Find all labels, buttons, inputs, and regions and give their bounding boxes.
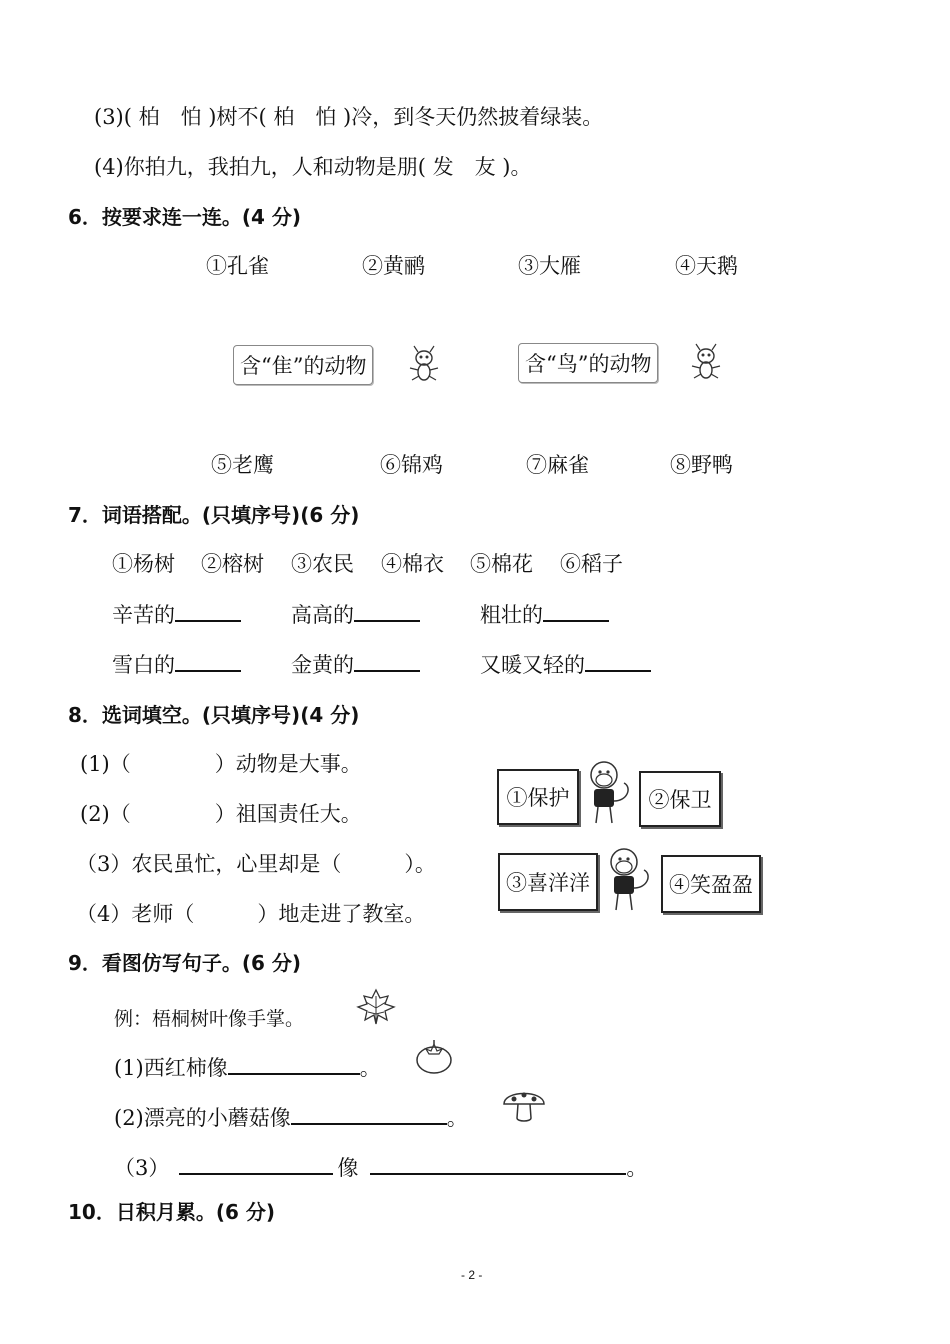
- q7-row1-item2: [291, 599, 420, 629]
- q7-option-1: ①杨树: [112, 552, 175, 576]
- q8-item-2: (2)（ ）祖国责任大。: [80, 802, 362, 826]
- q6-bottom-6: ⑥锦鸡: [380, 453, 443, 477]
- q6-box-right: 含“鸟”的动物: [518, 343, 658, 383]
- q6-bottom-8: ⑧野鸭: [670, 453, 733, 477]
- answer-blank[interactable]: [354, 652, 420, 672]
- q8-word-3: ③喜洋洋: [498, 853, 598, 911]
- q7-row2-label2: 金黄的: [291, 653, 354, 677]
- answer-blank[interactable]: [175, 602, 241, 622]
- q10-title: 10．日积月累。(6 分): [68, 1200, 275, 1224]
- page-number: - 2 -: [461, 1268, 483, 1282]
- mushroom-icon: [502, 1084, 546, 1124]
- q6-box-left: 含“隹”的动物: [233, 345, 373, 385]
- q9-item-1-text: (1)西红柿像: [114, 1056, 228, 1080]
- q6-top-2: ②黄鹂: [362, 254, 425, 278]
- ant-icon: [690, 344, 722, 380]
- q9-item-3-end: 。: [626, 1156, 648, 1180]
- tomato-icon: [414, 1038, 454, 1076]
- answer-blank[interactable]: [228, 1055, 360, 1075]
- q8-word-2: ②保卫: [639, 771, 721, 827]
- q8-item-1: (1)（ ）动物是大事。: [80, 752, 362, 776]
- answer-blank[interactable]: [179, 1155, 333, 1175]
- q7-row1-item3: [480, 599, 609, 629]
- q6-bottom-5: ⑤老鹰: [211, 453, 274, 477]
- answer-blank[interactable]: [354, 602, 420, 622]
- answer-blank[interactable]: [585, 652, 651, 672]
- q7-row1-label3: 粗壮的: [480, 603, 543, 627]
- q7-row2-item1: [112, 649, 241, 679]
- q9-item-2-end: 。: [446, 1106, 468, 1130]
- q7-option-2: ②榕树: [201, 552, 264, 576]
- q7-option-4: ④棉衣: [381, 552, 444, 576]
- q7-option-6: ⑥稻子: [560, 552, 623, 576]
- q6-top-4: ④天鹅: [675, 254, 738, 278]
- q6-title: 6．按要求连一连。(4 分): [68, 205, 302, 229]
- answer-blank[interactable]: [543, 602, 609, 622]
- q9-item-2-text: (2)漂亮的小蘑菇像: [114, 1106, 291, 1130]
- q9-item-1: [114, 1052, 381, 1082]
- q6-top-3: ③大雁: [518, 254, 581, 278]
- q9-item-3: [114, 1152, 647, 1182]
- q5-item-4: (4)你拍九，我拍九，人和动物是朋( 发 友 )。: [94, 155, 532, 179]
- q8-title: 8．选词填空。(只填序号)(4 分): [68, 703, 360, 727]
- q6-top-1: ①孔雀: [206, 254, 269, 278]
- leaf-icon: [356, 988, 396, 1026]
- q8-item-3: （3）农民虽忙，心里却是（ ）。: [76, 852, 436, 876]
- q7-row2-label1: 雪白的: [112, 653, 175, 677]
- q7-row1-item1: [112, 599, 241, 629]
- q8-word-4: ④笑盈盈: [661, 855, 761, 913]
- monkey-icon: [600, 844, 656, 916]
- q7-option-5: ⑤棉花: [470, 552, 533, 576]
- q9-item-2: [114, 1102, 468, 1132]
- q9-title: 9．看图仿写句子。(6 分): [68, 951, 302, 975]
- q8-word-1: ①保护: [497, 769, 579, 825]
- monkey-icon: [580, 757, 636, 829]
- q9-item-3-mid: 像: [337, 1156, 359, 1180]
- q7-title: 7．词语搭配。(只填序号)(6 分): [68, 503, 360, 527]
- answer-blank[interactable]: [291, 1105, 447, 1125]
- q7-row2-item3: [480, 649, 651, 679]
- q5-item-3: (3)( 柏 怕 )树不( 柏 怕 )冷，到冬天仍然披着绿装。: [94, 105, 604, 129]
- answer-blank[interactable]: [370, 1155, 626, 1175]
- q8-item-4: （4）老师（ ）地走进了教室。: [76, 902, 426, 926]
- q9-item-3-prefix: （3）: [114, 1156, 170, 1180]
- q9-example: 例：梧桐树叶像手掌。: [114, 1008, 305, 1030]
- q7-row2-item2: [291, 649, 420, 679]
- ant-icon: [408, 346, 440, 382]
- q9-item-1-end: 。: [359, 1056, 381, 1080]
- q7-option-3: ③农民: [291, 552, 354, 576]
- q7-row1-label2: 高高的: [291, 603, 354, 627]
- q6-bottom-7: ⑦麻雀: [526, 453, 589, 477]
- answer-blank[interactable]: [175, 652, 241, 672]
- q7-row2-label3: 又暖又轻的: [480, 653, 585, 677]
- q7-row1-label1: 辛苦的: [112, 603, 175, 627]
